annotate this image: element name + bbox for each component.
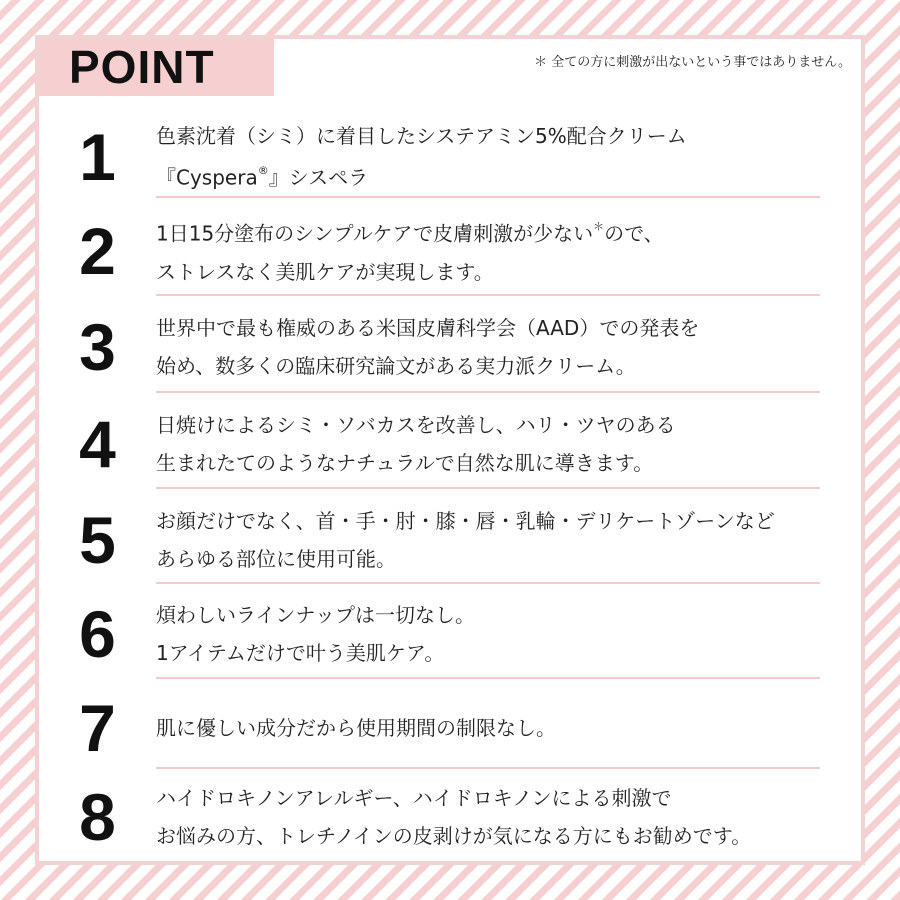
asterisk-mark: ＊ bbox=[593, 220, 605, 234]
point-line-1-end: ので、 bbox=[604, 221, 664, 246]
point-line-2: お悩みの方、トレチノインの皮剥けが気になる方にもお勧めです。 bbox=[156, 824, 752, 848]
point-text bbox=[156, 779, 751, 855]
point-text bbox=[156, 502, 775, 578]
point-item-4 bbox=[39, 404, 861, 484]
point-number: 6 bbox=[79, 597, 116, 671]
point-line-2 bbox=[156, 155, 687, 197]
divider bbox=[156, 677, 820, 679]
point-text bbox=[156, 211, 664, 291]
point-line-1: 日焼けによるシミ・ソバカスを改善し、ハリ・ツヤのある bbox=[156, 413, 676, 437]
point-text bbox=[156, 309, 699, 385]
point-line-2: 始め、数多くの臨床研究論文がある実力派クリーム。 bbox=[156, 354, 636, 378]
point-item-8 bbox=[39, 777, 861, 857]
divider bbox=[156, 767, 820, 769]
point-item-1 bbox=[39, 117, 861, 197]
point-line-1: お顔だけでなく、首・手・肘・膝・唇・乳輪・デリケートゾーンなど bbox=[156, 509, 775, 533]
point-item-3 bbox=[39, 307, 861, 387]
point-number: 7 bbox=[79, 691, 116, 765]
point-line-1: 肌に優しい成分だから使用期間の制限なし。 bbox=[156, 716, 556, 740]
divider bbox=[156, 391, 820, 393]
disclaimer-note: ＊ 全ての方に刺激が出ないという事ではありません。 bbox=[534, 55, 851, 70]
point-line-1: 煩わしいラインナップは一切なし。 bbox=[156, 603, 475, 627]
point-title-tag bbox=[39, 39, 274, 96]
product-name-end: 』シスペラ bbox=[268, 165, 369, 190]
divider bbox=[156, 196, 820, 198]
point-line-2: 生まれたてのようなナチュラルで自然な肌に導きます。 bbox=[156, 451, 654, 475]
point-text bbox=[156, 406, 676, 482]
point-number: 3 bbox=[79, 310, 116, 384]
point-line-1: ハイドロキノンアレルギー、ハイドロキノンによる刺激で bbox=[156, 786, 672, 810]
point-line-1: 世界中で最も権威のある米国皮膚科学会（AAD）での発表を bbox=[156, 316, 700, 340]
point-number: 4 bbox=[79, 407, 116, 481]
point-line-2: あらゆる部位に使用可能。 bbox=[156, 547, 396, 571]
point-item-5 bbox=[39, 500, 861, 580]
points-card bbox=[35, 35, 865, 865]
registered-mark: ® bbox=[257, 164, 269, 178]
point-item-7 bbox=[39, 689, 861, 767]
point-line-1 bbox=[156, 211, 664, 253]
point-number: 1 bbox=[79, 120, 116, 194]
point-item-2 bbox=[39, 211, 861, 291]
point-line-1-main: 1日15分塗布のシンプルケアで皮膚刺激が少ない bbox=[156, 221, 594, 246]
product-name: 『Cyspera bbox=[156, 165, 258, 190]
point-number: 2 bbox=[79, 214, 116, 288]
point-item-6 bbox=[39, 594, 861, 674]
point-line-2: ストレスなく美肌ケアが実現します。 bbox=[156, 259, 494, 284]
point-number: 5 bbox=[79, 503, 116, 577]
divider bbox=[156, 294, 820, 296]
divider bbox=[156, 582, 820, 584]
point-line-2: 1アイテムだけで叶う美肌ケア。 bbox=[156, 641, 445, 665]
point-title: POINT bbox=[69, 41, 215, 93]
point-line-1: 色素沈着（シミ）に着目したシステアミン5%配合クリーム bbox=[156, 124, 687, 149]
point-text bbox=[156, 596, 475, 672]
point-text bbox=[156, 709, 556, 747]
point-number: 8 bbox=[79, 780, 116, 854]
divider bbox=[156, 487, 820, 489]
point-text bbox=[156, 117, 687, 197]
